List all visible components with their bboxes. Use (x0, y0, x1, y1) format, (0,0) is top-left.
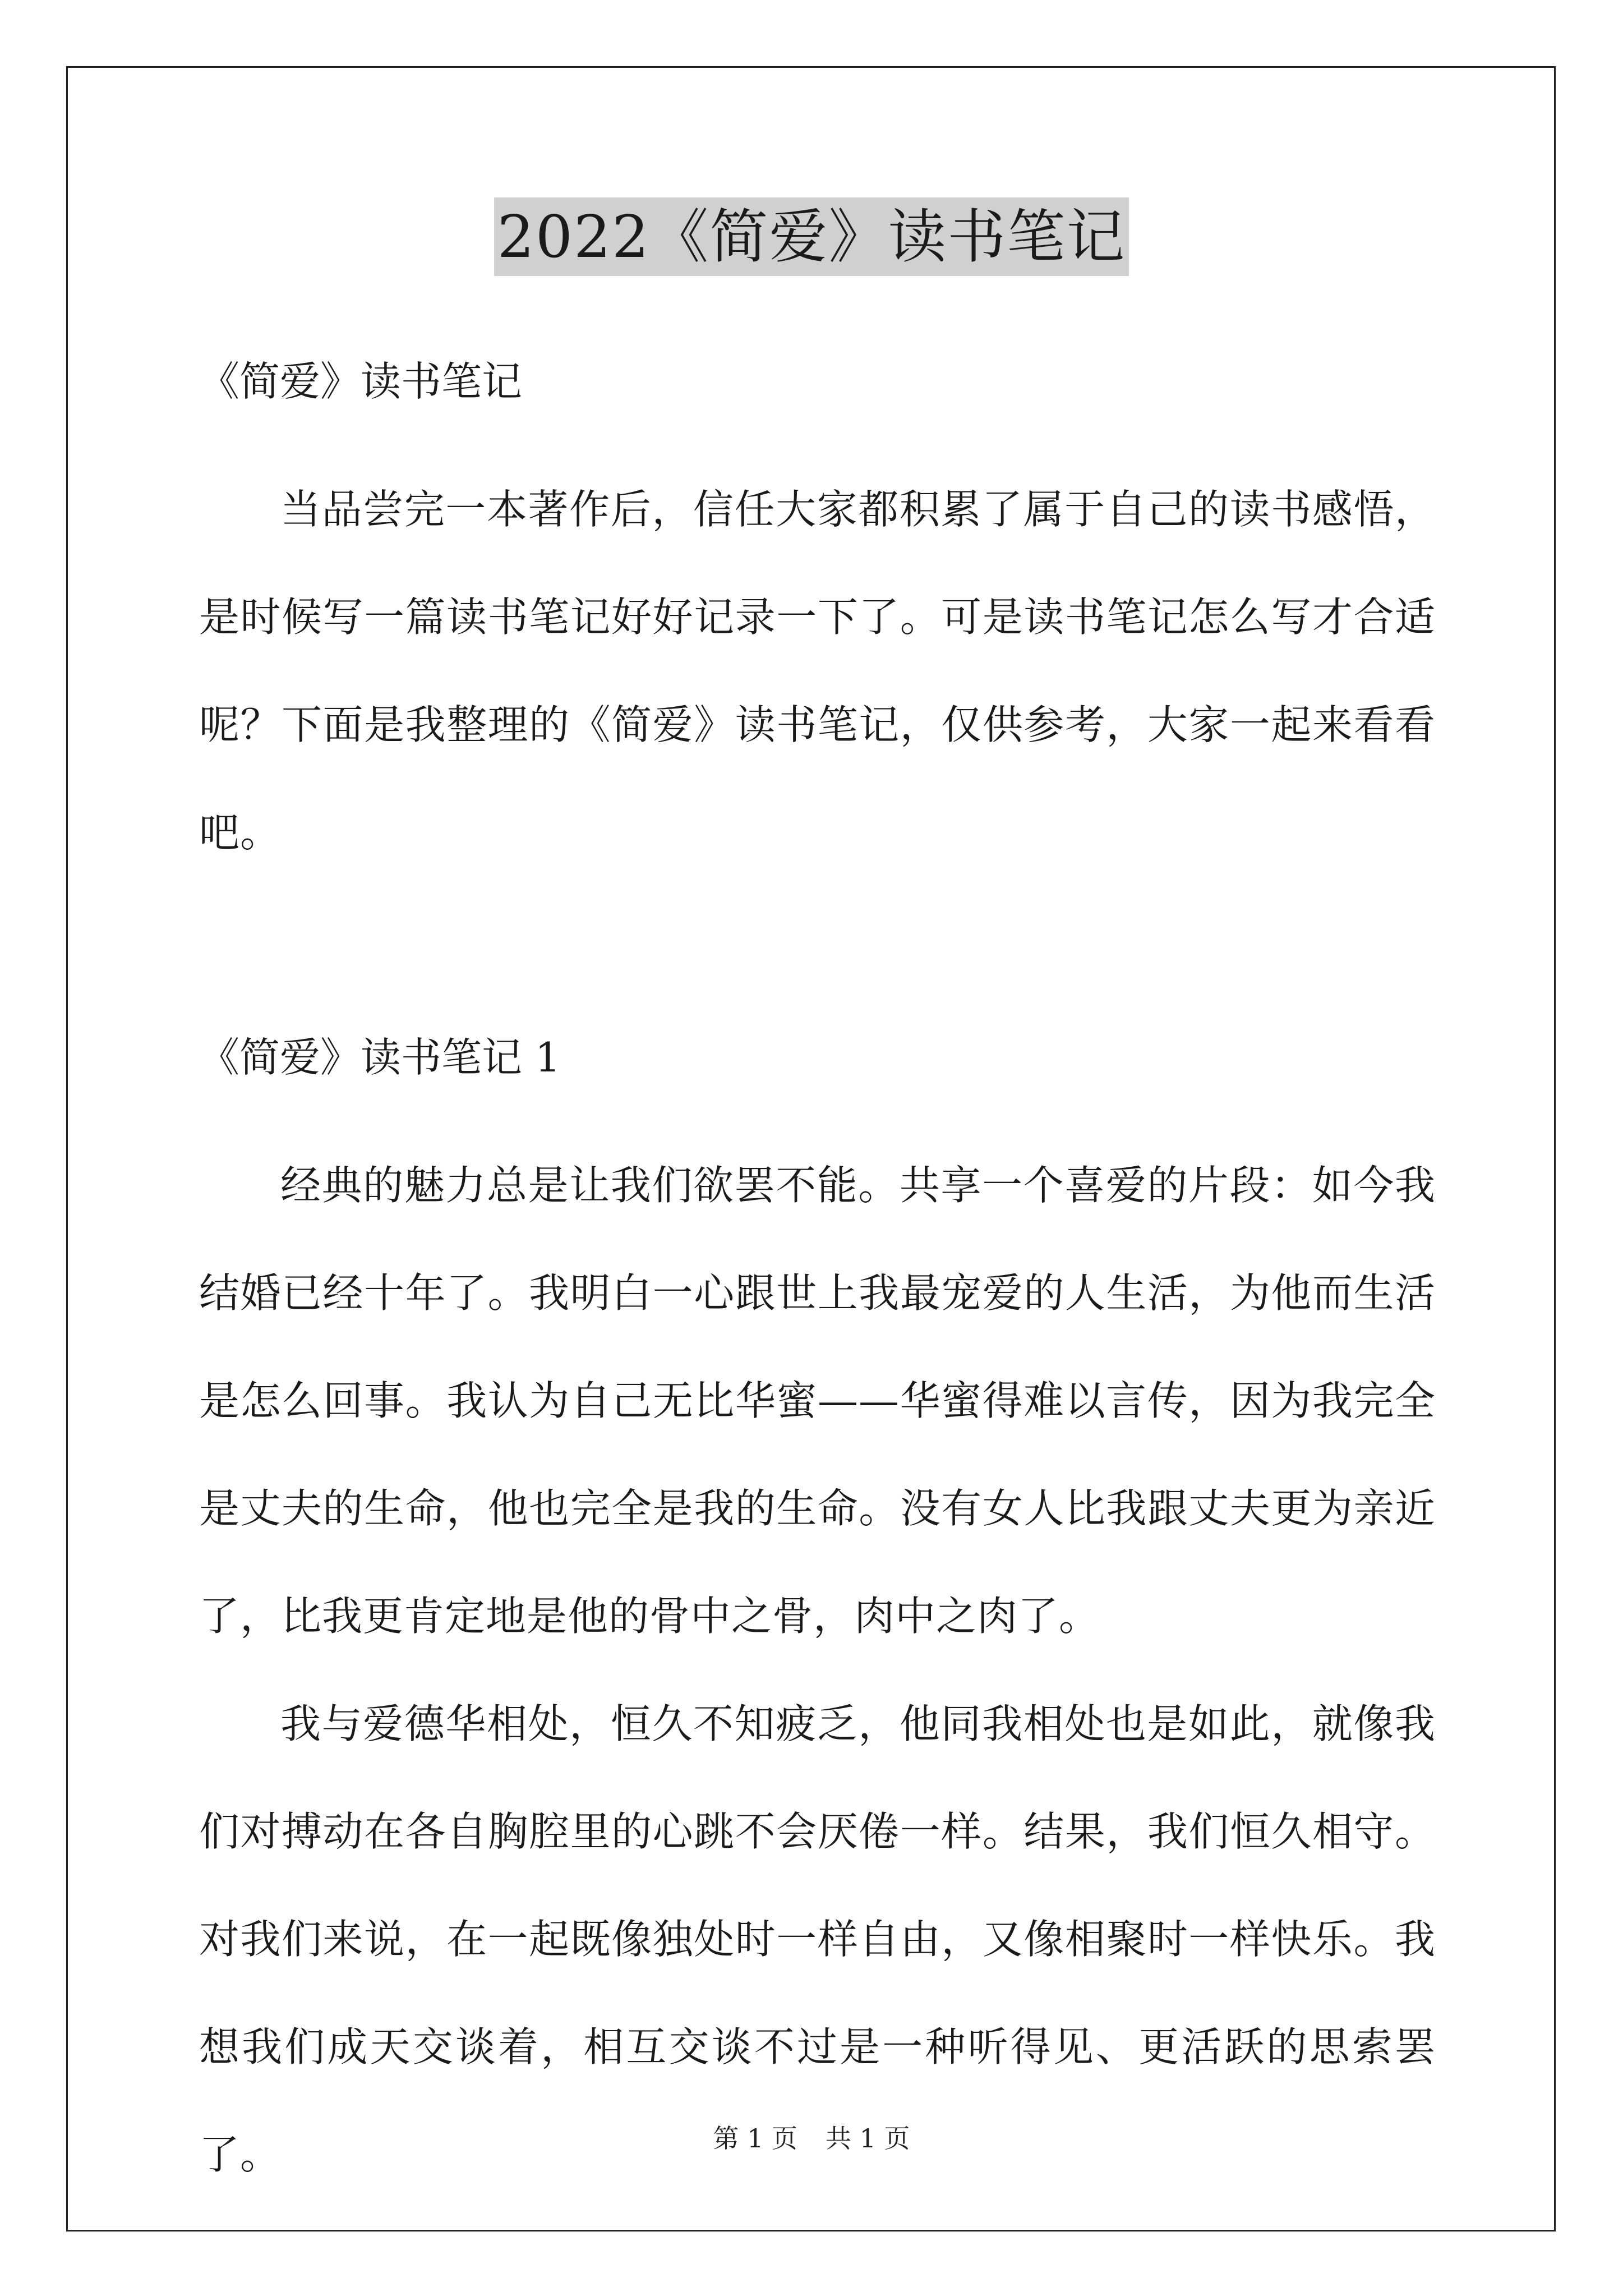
page-total: 共 1 页 (826, 2123, 910, 2154)
note-1-paragraph-1: 经典的魅力总是让我们欲罢不能。共享一个喜爱的片段：如今我结婚已经十年了。我明白一心跟世上我最宠爱的人生活，为他而生活是怎么回事。我认为自己无比华蜜——华蜜得难以言传，因为我完全是丈夫的生命，他也完全是我的生命。没有女人比我跟丈夫更为亲近了，比我更肯定地是他的骨中之骨，肉中之肉了。 (199, 1162, 1436, 1640)
section-heading-intro: 《简爱》读书笔记 (199, 358, 523, 405)
document-title: 2022《简爱》读书笔记 (494, 197, 1129, 276)
intro-paragraph: 当品尝完一本著作后，信任大家都积累了属于自己的读书感悟，是时候写一篇读书笔记好好记录一下了。可是读书笔记怎么写才合适呢？下面是我整理的《简爱》读书笔记，仅供参考，大家一起来看看吧。 (199, 486, 1436, 856)
note-1-paragraph-2: 我与爱德华相处，恒久不知疲乏，他同我相处也是如此，就像我们对搏动在各自胸腔里的心跳不会厌倦一样。结果，我们恒久相守。对我们来说，在一起既像独处时一样自由，又像相聚时一样快乐。我想我们成天交谈着，相互交谈不过是一种听得见、更活跃的思索罢了。 (199, 1700, 1436, 2178)
section-heading-note-1: 《简爱》读书笔记 1 (199, 1034, 561, 1081)
document-body (199, 348, 1436, 2208)
page-footer (0, 2122, 1623, 2155)
page-number: 第 1 页 (713, 2123, 797, 2154)
title-container (0, 197, 1623, 276)
